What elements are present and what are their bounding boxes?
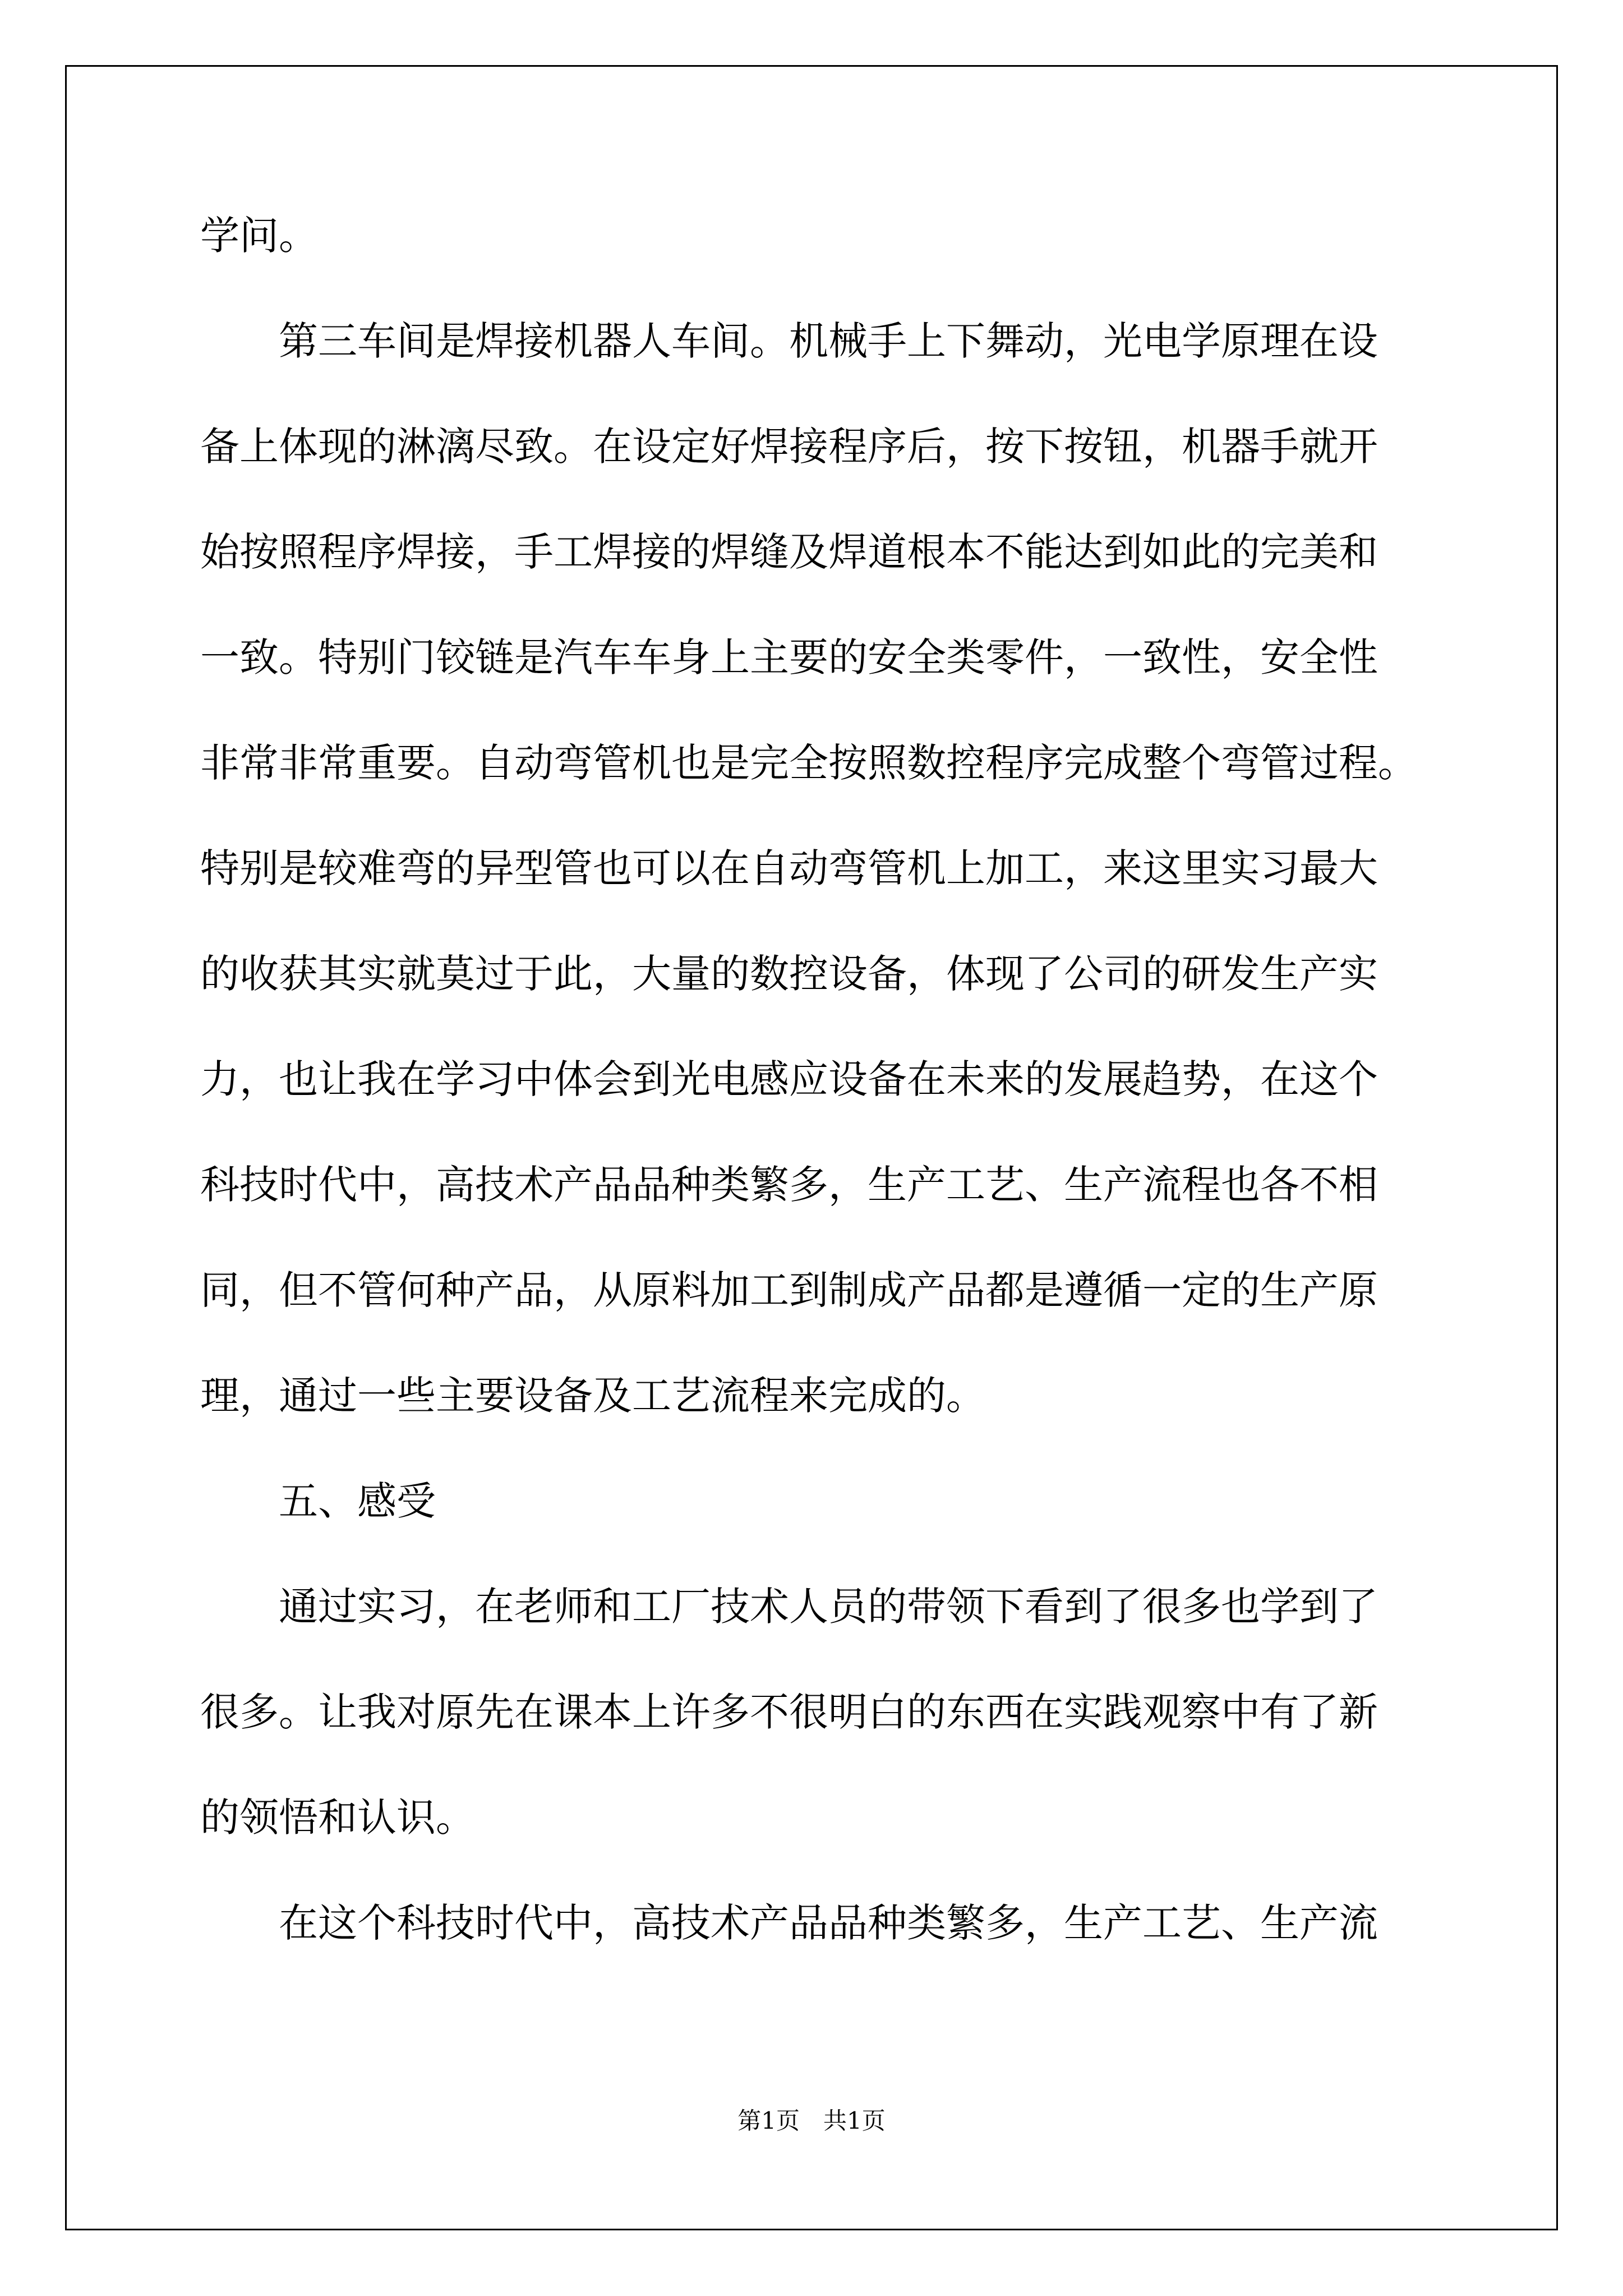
text-line: 始按照程序焊接，手工焊接的焊缝及焊道根本不能达到如此的完美和 xyxy=(200,529,1378,575)
text-line: 通过实习，在老师和工厂技术人员的带领下看到了很多也学到了 xyxy=(279,1584,1378,1630)
text-line: 的收获其实就莫过于此，大量的数控设备，体现了公司的研发生产实 xyxy=(200,951,1378,997)
text-line: 同，但不管何种产品，从原料加工到制成产品都是遵循一定的生产原 xyxy=(200,1267,1378,1313)
text-line: 理，通过一些主要设备及工艺流程来完成的。 xyxy=(200,1373,985,1419)
text-line: 力，也让我在学习中体会到光电感应设备在未来的发展趋势，在这个 xyxy=(200,1056,1378,1102)
text-line: 的领悟和认识。 xyxy=(200,1795,475,1841)
text-line: 在这个科技时代中，高技术产品品种类繁多，生产工艺、生产流 xyxy=(279,1900,1378,1946)
text-line: 备上体现的淋漓尽致。在设定好焊接程序后，按下按钮，机器手就开 xyxy=(200,424,1378,470)
section-heading: 五、感受 xyxy=(279,1478,436,1524)
text-line: 非常非常重要。自动弯管机也是完全按照数控程序完成整个弯管过程。 xyxy=(200,740,1417,786)
text-line: 一致。特别门铰链是汽车车身上主要的安全类零件，一致性，安全性 xyxy=(200,634,1378,680)
page-footer: 第1页 共1页 xyxy=(737,2107,886,2134)
text-line: 学问。 xyxy=(200,213,318,259)
text-line: 很多。让我对原先在课本上许多不很明白的东西在实践观察中有了新 xyxy=(200,1689,1378,1735)
text-line: 科技时代中，高技术产品品种类繁多，生产工艺、生产流程也各不相 xyxy=(200,1162,1378,1208)
text-line: 特别是较难弯的异型管也可以在自动弯管机上加工，来这里实习最大 xyxy=(200,845,1378,891)
text-line: 第三车间是焊接机器人车间。机械手上下舞动，光电学原理在设 xyxy=(279,318,1378,364)
